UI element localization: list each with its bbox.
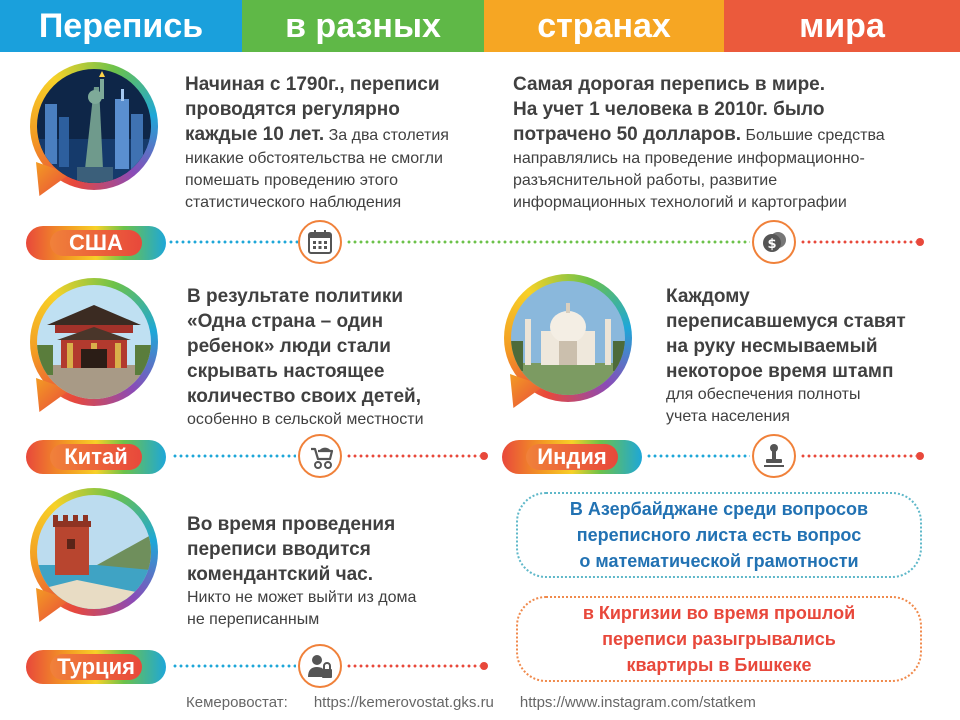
timeline-dots	[800, 454, 916, 458]
india-text-line: учета населения	[666, 408, 790, 425]
country-label-text: Индия	[537, 444, 607, 469]
timeline-dots	[172, 664, 296, 668]
header-banner	[0, 0, 960, 52]
usa-cost-line: Самая дорогая перепись в мире.	[513, 74, 826, 95]
timeline-end-dot	[916, 452, 924, 460]
usa-text-line: никакие обстоятельства не смогли	[185, 150, 443, 167]
header-segment-2: в разных	[242, 0, 484, 52]
turkey-text-line: Во время проведения	[187, 514, 396, 535]
usa-cost-bold: потрачено 50 долларов.	[513, 124, 742, 145]
timeline-dots	[800, 240, 916, 244]
chinese-temple-photo	[37, 285, 151, 399]
stamp-icon	[752, 434, 796, 478]
usa-cost-line: разъяснительной работы, развитие	[513, 172, 778, 189]
fact-line: В Азербайджане среди вопросов	[569, 499, 869, 519]
coins-icon	[752, 220, 796, 264]
usa-text	[185, 72, 449, 214]
fact-line: переписи разыгрывались	[602, 629, 836, 649]
fact-line: квартиры в Бишкеке	[626, 655, 812, 675]
turkey-text-line: переписи вводится	[187, 539, 371, 560]
india-text	[666, 284, 906, 428]
timeline-dots	[346, 664, 480, 668]
india-text-line: переписавшемуся ставят	[666, 311, 906, 332]
china-text-line: скрывать настоящее	[187, 361, 385, 382]
footer-site-link[interactable]: https://kemerovostat.gks.ru	[313, 694, 494, 711]
person-lock-icon	[298, 644, 342, 688]
usa-text-line: проводятся регулярно	[185, 99, 400, 120]
india-text-line: на руку несмываемый	[666, 336, 878, 357]
usa-text-line: статистического наблюдения	[185, 194, 402, 211]
india-text-line: для обеспечения полноты	[666, 386, 861, 403]
usa-cost-line: направлялись на проведение информационно-	[513, 150, 865, 167]
footer-org: Кемеровостат:	[186, 694, 288, 711]
country-label-text: Турция	[57, 654, 135, 679]
timeline-dots	[646, 454, 750, 458]
usa-cost-line: На учет 1 человека в 2010г. было	[513, 99, 825, 120]
timeline-dots	[346, 240, 750, 244]
stroller-icon	[298, 434, 342, 478]
china-text	[187, 284, 424, 431]
china-text-line: ребенок» люди стали	[187, 336, 391, 357]
country-label-india	[502, 440, 642, 474]
usa-text-bold: каждые 10 лет.	[185, 124, 325, 145]
timeline-end-dot	[480, 452, 488, 460]
turkey-text-line: Никто не может выйти из дома	[187, 589, 417, 606]
turkey-text-line: комендантский час.	[187, 564, 374, 585]
timeline-dots	[168, 240, 298, 244]
country-label-text: США	[69, 230, 123, 255]
calendar-icon	[298, 220, 342, 264]
timeline-end-dot	[480, 662, 488, 670]
country-label-china	[26, 440, 166, 474]
svg-text:$: $	[767, 237, 777, 252]
fact-azerbaijan	[516, 492, 922, 578]
china-text-line: особенно в сельской местности	[187, 411, 424, 428]
footer-instagram-link[interactable]: https://www.instagram.com/statkem	[519, 694, 756, 711]
header-segment-4: мира	[724, 0, 960, 52]
china-photo-bubble	[30, 278, 158, 406]
usa-cost-text	[513, 72, 885, 214]
country-label-turkey	[26, 650, 166, 684]
china-text-line: количество своих детей,	[187, 386, 422, 407]
timeline-dots	[346, 454, 480, 458]
fact-kyrgyzstan	[516, 596, 922, 682]
turkey-photo-bubble	[30, 488, 158, 616]
turkey-text-line: не переписанным	[187, 611, 320, 628]
india-photo-bubble	[504, 274, 632, 402]
red-tower-photo	[37, 495, 151, 609]
china-text-line: «Одна страна – один	[187, 311, 384, 332]
taj-mahal-photo	[511, 281, 625, 395]
india-text-line: некоторое время штамп	[666, 361, 894, 382]
statue-of-liberty-photo	[37, 69, 151, 183]
usa-text-line: Начиная с 1790г., переписи	[185, 74, 440, 95]
usa-text-line: помешать проведению этого	[185, 172, 398, 189]
country-label-text: Китай	[64, 444, 128, 469]
footer	[186, 694, 756, 711]
usa-photo-bubble	[30, 62, 158, 190]
fact-line: о математической грамотности	[579, 551, 859, 571]
timeline-dots	[172, 454, 296, 458]
india-text-line: Каждому	[666, 286, 750, 307]
usa-cost-normal: Большие средства	[745, 127, 885, 144]
timeline-end-dot	[916, 238, 924, 246]
header-segment-1: Перепись	[0, 0, 242, 52]
turkey-text	[187, 512, 416, 631]
fact-line: в Киргизии во время прошлой	[582, 603, 856, 623]
usa-cost-line: информационных технологий и картографии	[513, 194, 847, 211]
fact-line: переписного листа есть вопрос	[576, 525, 862, 545]
usa-text-normal: За два столетия	[328, 127, 449, 144]
header-segment-3: странах	[484, 0, 724, 52]
china-text-line: В результате политики	[187, 286, 404, 307]
country-label-usa	[26, 226, 166, 260]
